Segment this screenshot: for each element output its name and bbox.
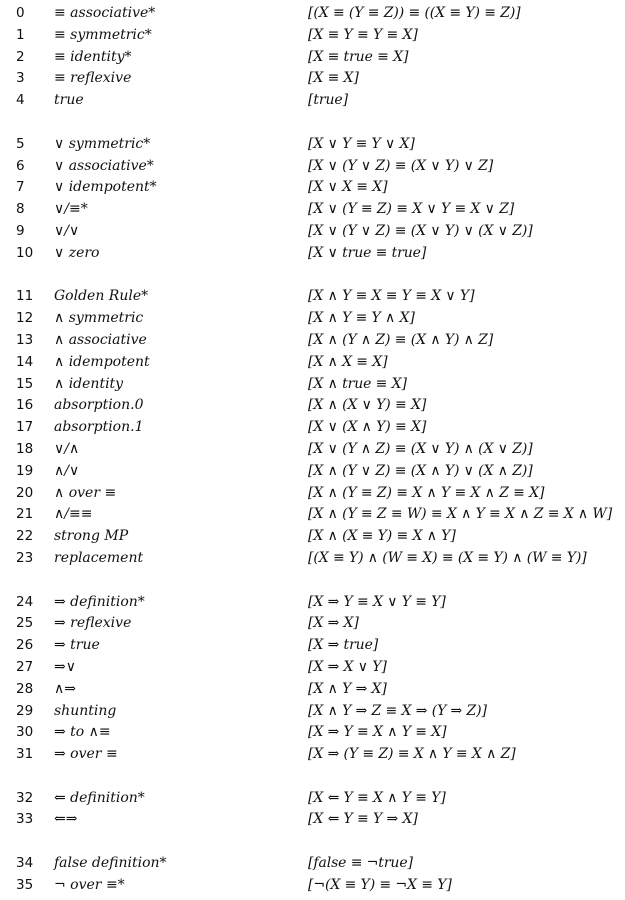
rule-formula: [X ∨ Y ≡ Y ∨ X] (308, 135, 415, 152)
rule-row (0, 853, 625, 875)
rule-number: 6 (16, 157, 25, 174)
rule-name: false definition* (54, 855, 167, 872)
rule-row (0, 417, 625, 439)
rule-row (0, 330, 625, 352)
rule-row (0, 483, 625, 505)
rule-number: 25 (16, 615, 34, 632)
rule-number: 5 (16, 135, 25, 152)
rule-formula: [X ∨ (X ∧ Y) ≡ X] (308, 419, 427, 436)
rule-formula: [(X ≡ Y) ∧ (W ≡ X) ≡ (X ≡ Y) ∧ (W ≡ Y)] (308, 549, 587, 566)
rule-name: ≡ reflexive (54, 70, 132, 87)
rule-name: ⇒ to ∧≡ (54, 724, 111, 741)
rule-formula: [X ∧ (X ∨ Y) ≡ X] (308, 397, 427, 414)
rule-row (0, 722, 625, 744)
rule-formula: [X ∧ (Y ≡ Z ≡ W) ≡ X ∧ Y ≡ X ∧ Z ≡ X ∧ W] (308, 506, 613, 523)
rule-row (0, 439, 625, 461)
rule-number: 13 (16, 331, 34, 348)
rule-name: ∨/∧ (54, 440, 80, 457)
rule-formula: [X ⇒ true] (308, 637, 379, 654)
rule-number: 9 (16, 222, 25, 239)
rule-name: ⇐ definition* (54, 789, 145, 806)
rule-row (0, 613, 625, 635)
rule-name: ⇒ definition* (54, 593, 145, 610)
rule-name: ∨/∨ (54, 222, 80, 239)
rule-row (0, 47, 625, 69)
rule-formula: [X ≡ X] (308, 70, 359, 87)
rule-number: 27 (16, 658, 34, 675)
rule-row (0, 90, 625, 112)
rule-row (0, 701, 625, 723)
rule-number: 14 (16, 353, 34, 370)
rule-row (0, 548, 625, 570)
rule-row (0, 221, 625, 243)
rule-number: 26 (16, 637, 34, 654)
rule-row (0, 374, 625, 396)
rule-name: ≡ symmetric* (54, 26, 152, 43)
rule-row (0, 395, 625, 417)
rule-name: ∧/≡≡ (54, 506, 93, 523)
rule-name: ∨/≡* (54, 201, 88, 218)
rule-number: 7 (16, 179, 25, 196)
rule-number: 3 (16, 70, 25, 87)
rule-name: strong MP (54, 528, 129, 545)
rule-formula: [false ≡ ¬true] (308, 855, 413, 872)
rule-row (0, 68, 625, 90)
rule-name: ¬ over ≡* (54, 876, 125, 893)
rule-row (0, 286, 625, 308)
rule-formula: [X ∧ (Y ∧ Z) ≡ (X ∧ Y) ∧ Z] (308, 331, 494, 348)
rule-row (0, 592, 625, 614)
rule-formula: [X ∧ X ≡ X] (308, 353, 388, 370)
rule-formula: [(X ≡ (Y ≡ Z)) ≡ ((X ≡ Y) ≡ Z)] (308, 5, 521, 21)
rule-row (0, 243, 625, 265)
rule-row (0, 635, 625, 657)
rule-number: 24 (16, 593, 34, 610)
rule-name: ∧ symmetric (54, 310, 144, 327)
rule-row (0, 657, 625, 679)
rule-formula: [X ∧ Y ≡ Y ∧ X] (308, 310, 415, 327)
rule-number: 1 (16, 26, 25, 43)
rule-formula: [X ∧ (X ≡ Y) ≡ X ∧ Y] (308, 528, 456, 545)
rule-number: 19 (16, 462, 34, 479)
rule-formula: [true] (308, 92, 348, 109)
rule-number: 10 (16, 244, 34, 261)
rule-row (0, 526, 625, 548)
rule-name: true (54, 92, 84, 109)
rule-formula: [X ∨ X ≡ X] (308, 179, 388, 196)
rule-row (0, 744, 625, 766)
rule-number: 34 (16, 855, 34, 872)
rule-number: 29 (16, 702, 34, 719)
rule-row (0, 461, 625, 483)
rule-formula: [X ∧ Y ⇒ X] (308, 680, 387, 697)
rule-number: 0 (16, 5, 25, 21)
rule-row (0, 3, 625, 25)
rule-name: ∨ symmetric* (54, 135, 151, 152)
rule-name: absorption.0 (54, 397, 144, 414)
rule-number: 12 (16, 310, 34, 327)
rule-row (0, 679, 625, 701)
rule-row (0, 875, 625, 897)
rule-formula: [X ≡ Y ≡ Y ≡ X] (308, 26, 418, 43)
rule-name: ∨ idempotent* (54, 179, 157, 196)
rule-formula: [X ∨ (Y ≡ Z) ≡ X ∨ Y ≡ X ∨ Z] (308, 201, 515, 218)
rule-group (0, 853, 625, 897)
rule-name: Golden Rule* (54, 288, 149, 305)
rule-row (0, 199, 625, 221)
rule-name: ⇒∨ (54, 658, 76, 675)
rule-number: 4 (16, 92, 25, 109)
rule-number: 23 (16, 549, 34, 566)
rule-name: ⇐⇒ (54, 811, 78, 828)
rule-group (0, 3, 625, 112)
rule-row (0, 788, 625, 810)
rule-name: ≡ identity* (54, 48, 132, 65)
rule-formula: [X ∨ (Y ∨ Z) ≡ (X ∨ Y) ∨ Z] (308, 157, 494, 174)
rule-formula: [X ≡ true ≡ X] (308, 48, 409, 65)
rule-group (0, 788, 625, 832)
rule-name: ⇒ over ≡ (54, 746, 118, 763)
rule-number: 32 (16, 789, 34, 806)
rule-number: 30 (16, 724, 34, 741)
rule-name: ∨ zero (54, 244, 100, 261)
rule-row (0, 156, 625, 178)
rule-formula: [X ∧ Y ⇒ Z ≡ X ⇒ (Y ⇒ Z)] (308, 702, 487, 719)
rule-formula: [X ∨ true ≡ true] (308, 244, 427, 261)
rule-row (0, 308, 625, 330)
rule-number: 17 (16, 419, 34, 436)
rule-formula: [X ⇐ Y ≡ X ∧ Y ≡ Y] (308, 789, 446, 806)
rule-row (0, 134, 625, 156)
rule-row (0, 809, 625, 831)
rule-formula: [X ⇐ Y ≡ Y ⇒ X] (308, 811, 418, 828)
rule-name: absorption.1 (54, 419, 144, 436)
rule-formula: [X ⇒ Y ≡ X ∨ Y ≡ Y] (308, 593, 446, 610)
rule-number: 18 (16, 440, 34, 457)
rule-formula: [X ⇒ X] (308, 615, 359, 632)
rule-name: shunting (54, 702, 117, 719)
rule-formula: [X ∨ (Y ∧ Z) ≡ (X ∨ Y) ∧ (X ∨ Z)] (308, 440, 533, 457)
rule-name: ∧ over ≡ (54, 484, 117, 501)
rule-formula: [X ∧ Y ≡ X ≡ Y ≡ X ∨ Y] (308, 288, 475, 305)
rule-number: 8 (16, 201, 25, 218)
rule-row (0, 25, 625, 47)
rule-name: ∨ associative* (54, 157, 154, 174)
rule-number: 2 (16, 48, 25, 65)
rule-row (0, 177, 625, 199)
rule-number: 28 (16, 680, 34, 697)
rule-name: ⇒ reflexive (54, 615, 132, 632)
rule-number: 35 (16, 876, 34, 893)
rule-name: ∧ idempotent (54, 353, 150, 370)
rule-row (0, 352, 625, 374)
rule-group (0, 134, 625, 265)
rule-formula: [X ∧ (Y ≡ Z) ≡ X ∧ Y ≡ X ∧ Z ≡ X] (308, 484, 545, 501)
rule-row (0, 504, 625, 526)
rule-name: ∧⇒ (54, 680, 76, 697)
rule-formula: [X ∨ (Y ∨ Z) ≡ (X ∨ Y) ∨ (X ∨ Z)] (308, 222, 533, 239)
rule-formula: [¬(X ≡ Y) ≡ ¬X ≡ Y] (308, 876, 452, 893)
rules-table (0, 3, 625, 897)
rule-name: ∧ identity (54, 375, 124, 392)
rule-number: 20 (16, 484, 34, 501)
rule-number: 16 (16, 397, 34, 414)
rule-name: replacement (54, 549, 144, 566)
rule-name: ∧ associative (54, 331, 147, 348)
rule-name: ⇒ true (54, 637, 100, 654)
rule-formula: [X ∧ (Y ∨ Z) ≡ (X ∧ Y) ∨ (X ∧ Z)] (308, 462, 533, 479)
rule-formula: [X ⇒ Y ≡ X ∧ Y ≡ X] (308, 724, 447, 741)
rule-number: 33 (16, 811, 34, 828)
rule-number: 11 (16, 288, 34, 305)
rule-group (0, 286, 625, 569)
rule-number: 15 (16, 375, 34, 392)
rule-number: 22 (16, 528, 34, 545)
rule-group (0, 592, 625, 766)
rule-formula: [X ∧ true ≡ X] (308, 375, 407, 392)
rule-formula: [X ⇒ X ∨ Y] (308, 658, 387, 675)
rule-number: 31 (16, 746, 34, 763)
rule-name: ∧/∨ (54, 462, 80, 479)
rule-name: ≡ associative* (54, 5, 156, 21)
rule-formula: [X ⇒ (Y ≡ Z) ≡ X ∧ Y ≡ X ∧ Z] (308, 746, 516, 763)
rule-number: 21 (16, 506, 34, 523)
